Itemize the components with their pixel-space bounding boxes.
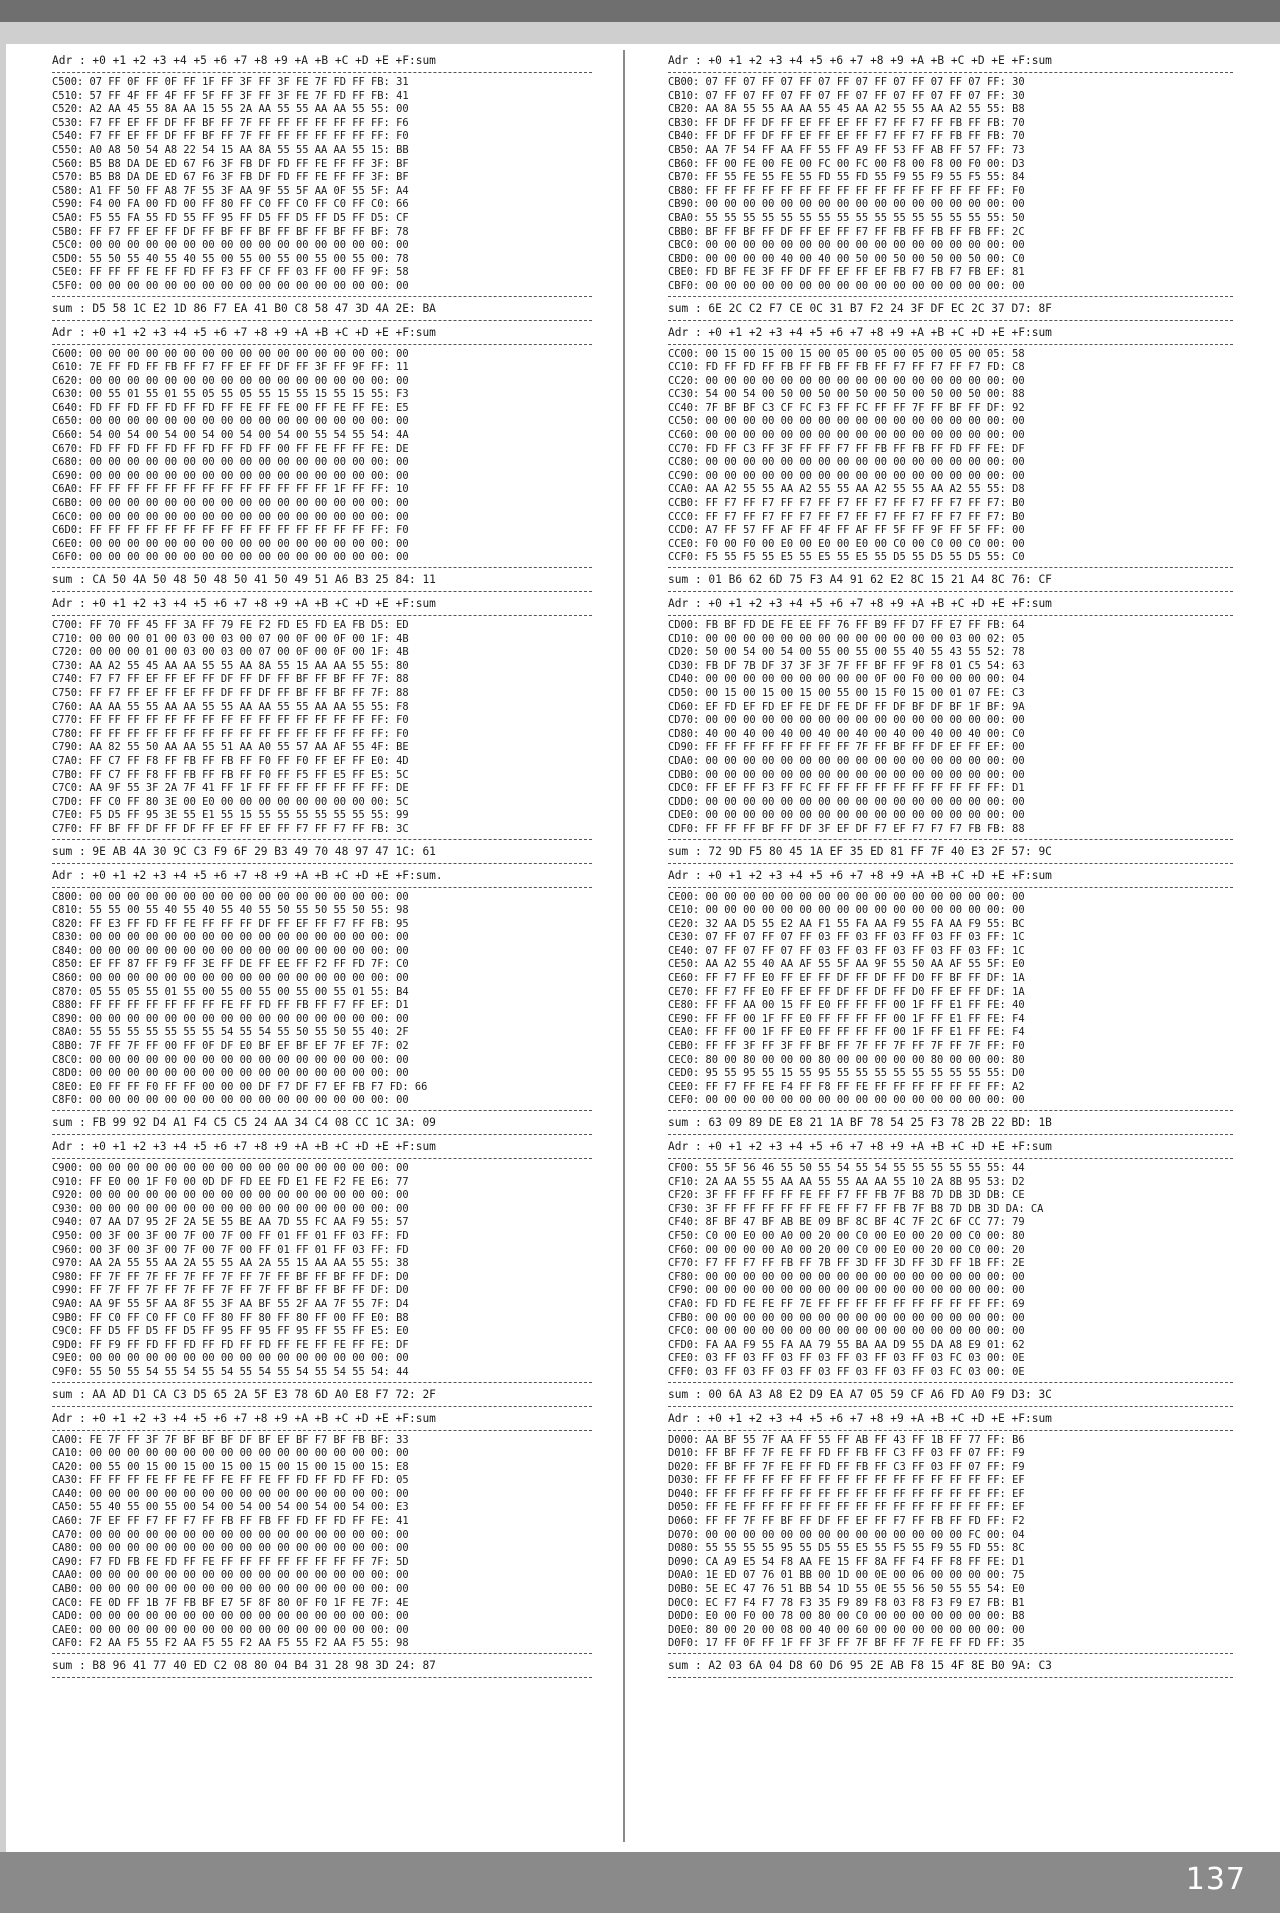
hex-rows <box>668 619 1233 837</box>
hex-row: CC30: 54 00 54 00 50 00 50 00 50 00 50 00 50 00 50 00: 88 <box>668 388 1025 401</box>
hex-row: CA10: 00 00 00 00 00 00 00 00 00 00 00 00 00 00 00 00: 00 <box>52 1447 409 1460</box>
checksum-row: sum : 72 9D F5 80 45 1A EF 35 ED 81 FF 7F 40 E3 2F 57: 9C <box>668 844 1052 858</box>
dump-block <box>52 1138 592 1407</box>
hex-row: D000: AA BF 55 7F AA FF 55 FF AB FF 43 FF 1B FF 77 FF: B6 <box>668 1433 1025 1446</box>
hex-row: C800: 00 00 00 00 00 00 00 00 00 00 00 00 00 00 00 00: 00 <box>52 890 409 903</box>
checksum-row: sum : 6E 2C C2 F7 CE 0C 31 B7 F2 24 3F DF EC 2C 37 D7: 8F <box>668 301 1052 315</box>
hex-row: C5B0: FF F7 FF EF FF DF FF BF FF BF FF BF FF BF FF BF: 78 <box>52 225 409 238</box>
hex-row: C6E0: 00 00 00 00 00 00 00 00 00 00 00 00 00 00 00 00: 00 <box>52 537 409 550</box>
hex-row: C930: 00 00 00 00 00 00 00 00 00 00 00 00 00 00 00 00: 00 <box>52 1202 409 1215</box>
hex-row: CB80: FF FF FF FF FF FF FF FF FF FF FF FF FF FF FF FF: F0 <box>668 184 1025 197</box>
hex-row: CEA0: FF FF 00 1F FF E0 FF FF FF FF 00 1F FF E1 FF FE: F4 <box>668 1026 1025 1039</box>
hex-row: CA00: FE 7F FF 3F 7F BF BF BF DF BF EF BF F7 BF FB BF: 33 <box>52 1433 409 1446</box>
checksum-row: sum : 9E AB 4A 30 9C C3 F9 6F 29 B3 49 70 48 97 47 1C: 61 <box>52 844 436 858</box>
hex-row: C6F0: 00 00 00 00 00 00 00 00 00 00 00 00 00 00 00 00: 00 <box>52 551 409 564</box>
hex-row: CFE0: 03 FF 03 FF 03 FF 03 FF 03 FF 03 FF 03 FC 03 00: 0E <box>668 1352 1025 1365</box>
hex-row: CAD0: 00 00 00 00 00 00 00 00 00 00 00 00 00 00 00 00: 00 <box>52 1610 409 1623</box>
hex-row: CA90: F7 FD FB FE FD FF FE FF FF FF FF FF FF FF FF 7F: 5D <box>52 1555 409 1568</box>
hex-row: C550: A0 A8 50 54 A8 22 54 15 AA 8A 55 55 AA AA 55 15: BB <box>52 143 409 156</box>
hex-rows <box>668 348 1233 566</box>
hex-row: C690: 00 00 00 00 00 00 00 00 00 00 00 00 00 00 00 00: 00 <box>52 469 409 482</box>
hex-row: CB60: FF 00 FE 00 FE 00 FC 00 FC 00 F8 00 F8 00 F0 00: D3 <box>668 157 1025 170</box>
hex-row: CA50: 55 40 55 00 55 00 54 00 54 00 54 00 54 00 54 00: E3 <box>52 1501 409 1514</box>
hex-row: CCF0: F5 55 F5 55 E5 55 E5 55 E5 55 D5 55 D5 55 D5 55: C0 <box>668 551 1025 564</box>
separator <box>668 839 1233 840</box>
separator <box>668 1677 1233 1678</box>
hex-row: CE60: FF F7 FF E0 FF EF FF DF FF DF FF D0 FF BF FF DF: 1A <box>668 972 1025 985</box>
hex-row: C5D0: 55 50 55 40 55 40 55 00 55 00 55 00 55 00 55 00: 78 <box>52 252 409 265</box>
dump-block <box>52 52 592 321</box>
hex-row: CC20: 00 00 00 00 00 00 00 00 00 00 00 00 00 00 00 00: 00 <box>668 374 1025 387</box>
hex-row: CBA0: 55 55 55 55 55 55 55 55 55 55 55 55 55 55 55 55: 50 <box>668 211 1025 224</box>
dump-block <box>52 324 592 593</box>
hex-row: C510: 57 FF 4F FF 4F FF 5F FF 3F FF 3F FE 7F FD FF FB: 41 <box>52 89 409 102</box>
hex-row: D050: FF FE FF FF FF FF FF FF FF FF FF FF FF FF FF FF: EF <box>668 1501 1025 1514</box>
hex-row: D0F0: 17 FF 0F FF 1F FF 3F FF 7F BF FF 7F FE FF FD FF: 35 <box>668 1637 1025 1650</box>
hex-row: C9B0: FF C0 FF C0 FF C0 FF 80 FF 80 FF 80 FF 00 FF E0: B8 <box>52 1311 409 1324</box>
hex-row: CF50: C0 00 E0 00 A0 00 20 00 C0 00 E0 00 20 00 C0 00: 80 <box>668 1229 1025 1242</box>
hex-row: CBC0: 00 00 00 00 00 00 00 00 00 00 00 00 00 00 00 00: 00 <box>668 239 1025 252</box>
hex-row: C880: FF FF FF FF FF FF FF FE FF FD FF FB FF F7 FF EF: D1 <box>52 999 409 1012</box>
block-header: Adr : +0 +1 +2 +3 +4 +5 +6 +7 +8 +9 +A +B +C +D +E +F:sum <box>52 1140 436 1153</box>
hex-row: C6A0: FF FF FF FF FF FF FF FF FF FF FF FF FF 1F FF FF: 10 <box>52 483 409 496</box>
separator <box>52 567 592 568</box>
hex-row: CEE0: FF F7 FF FE F4 FF F8 FF FE FF FF FF FF FF FF FF: A2 <box>668 1080 1025 1093</box>
hex-rows <box>52 348 592 566</box>
hex-row: D060: FF FF 7F FF BF FF DF FF EF FF F7 FF FB FF FD FF: F2 <box>668 1515 1025 1528</box>
hex-row: CBD0: 00 00 00 00 40 00 40 00 50 00 50 00 50 00 50 00: C0 <box>668 252 1025 265</box>
hex-row: C870: 05 55 05 55 01 55 00 55 00 55 00 55 00 55 01 55: B4 <box>52 985 409 998</box>
hex-row: CDD0: 00 00 00 00 00 00 00 00 00 00 00 00 00 00 00 00: 00 <box>668 795 1025 808</box>
hex-row: D0B0: 5E EC 47 76 51 BB 54 1D 55 0E 55 56 50 55 55 54: E0 <box>668 1583 1025 1596</box>
hex-row: C540: F7 FF EF FF DF FF BF FF 7F FF FF FF FF FF FF FF: F0 <box>52 130 409 143</box>
hex-row: C5A0: F5 55 FA 55 FD 55 FF 95 FF D5 FF D5 FF D5 FF D5: CF <box>52 211 409 224</box>
checksum-row: sum : AA AD D1 CA C3 D5 65 2A 5F E3 78 6D A0 E8 F7 72: 2F <box>52 1387 436 1401</box>
separator <box>668 1134 1233 1135</box>
hex-row: CD70: 00 00 00 00 00 00 00 00 00 00 00 00 00 00 00 00: 00 <box>668 714 1025 727</box>
hex-row: CF30: 3F FF FF FF FF FF FE FF F7 FF FB 7F B8 7D DB 3D DA: CA <box>668 1202 1044 1215</box>
hex-row: CB40: FF DF FF DF FF EF FF EF FF F7 FF F7 FF FB FF FB: 70 <box>668 130 1025 143</box>
hex-row: CF00: 55 5F 56 46 55 50 55 54 55 54 55 55 55 55 55 55: 44 <box>668 1162 1025 1174</box>
hex-row: CAA0: 00 00 00 00 00 00 00 00 00 00 00 00 00 00 00 00: 00 <box>52 1569 409 1582</box>
hex-row: C530: F7 FF EF FF DF FF BF FF 7F FF FF FF FF FF FF FF: F6 <box>52 116 409 129</box>
hex-row: C9E0: 00 00 00 00 00 00 00 00 00 00 00 00 00 00 00 00: 00 <box>52 1352 409 1365</box>
hex-row: CF90: 00 00 00 00 00 00 00 00 00 00 00 00 00 00 00 00: 00 <box>668 1284 1025 1297</box>
hex-row: CD50: 00 15 00 15 00 15 00 55 00 15 F0 15 00 01 07 FE: C3 <box>668 686 1025 699</box>
hex-row: C8D0: 00 00 00 00 00 00 00 00 00 00 00 00 00 00 00 00: 00 <box>52 1067 409 1080</box>
separator <box>668 1406 1233 1407</box>
hex-row: C610: 7E FF FD FF FB FF F7 FF EF FF DF FF 3F FF 9F FF: 11 <box>52 361 409 374</box>
hex-row: CE80: FF FF AA 00 15 FF E0 FF FF FF 00 1F FF E1 FF FE: 40 <box>668 999 1025 1012</box>
separator <box>52 1134 592 1135</box>
hex-row: CC90: 00 00 00 00 00 00 00 00 00 00 00 00 00 00 00 00: 00 <box>668 469 1025 482</box>
hex-row: C980: FF 7F FF 7F FF 7F FF 7F FF 7F FF BF FF BF FF DF: D0 <box>52 1270 409 1283</box>
hex-row: CA30: FF FF FF FE FF FE FF FE FF FE FF FD FF FD FF FD: 05 <box>52 1474 409 1487</box>
hex-row: CE40: 07 FF 07 FF 07 FF 03 FF 03 FF 03 FF 03 FF 03 FF: 1C <box>668 944 1025 957</box>
hex-row: CDF0: FF FF FF BF FF DF 3F EF DF F7 EF F7 F7 F7 FB FB: 88 <box>668 822 1025 835</box>
hex-row: C8B0: 7F FF 7F FF 00 FF 0F DF E0 BF EF BF EF 7F EF 7F: 02 <box>52 1040 409 1053</box>
hex-row: CC00: 00 15 00 15 00 15 00 05 00 05 00 05 00 05 00 05: 58 <box>668 347 1025 360</box>
separator <box>52 1110 592 1111</box>
hex-row: D010: FF BF FF 7F FE FF FD FF FB FF C3 FF 03 FF 07 FF: F9 <box>668 1447 1025 1460</box>
top-band <box>0 0 1280 44</box>
hex-row: C750: FF F7 FF EF FF EF FF DF FF DF FF BF FF BF FF 7F: 88 <box>52 686 409 699</box>
hex-row: D020: FF BF FF 7F FE FF FD FF FB FF C3 FF 03 FF 07 FF: F9 <box>668 1460 1025 1473</box>
hex-row: D090: CA A9 E5 54 F8 AA FE 15 FF 8A FF F4 FF F8 FF FE: D1 <box>668 1555 1025 1568</box>
separator <box>52 320 592 321</box>
hex-row: C6C0: 00 00 00 00 00 00 00 00 00 00 00 00 00 00 00 00: 00 <box>52 510 409 523</box>
dump-block <box>668 1138 1233 1407</box>
left-page-edge <box>0 22 6 1852</box>
hex-row: CBB0: BF FF BF FF DF FF EF FF F7 FF FB FF FB FF FB FF: 2C <box>668 225 1025 238</box>
dump-block <box>52 867 592 1136</box>
hex-row: CF40: 8F BF 47 BF AB BE 09 BF 8C BF 4C 7F 2C 6F CC 77: 79 <box>668 1216 1025 1229</box>
separator <box>668 1430 1233 1431</box>
hex-row: C820: FF E3 FF FD FF FE FF FF FF DF FF EF FF F7 FF FB: 95 <box>52 917 409 930</box>
hex-row: C810: 55 55 00 55 40 55 40 55 40 55 50 55 50 55 50 55: 98 <box>52 904 409 917</box>
block-header: Adr : +0 +1 +2 +3 +4 +5 +6 +7 +8 +9 +A +B +C +D +E +F:sum <box>668 597 1052 610</box>
hex-row: CE20: 32 AA D5 55 E2 AA F1 55 FA AA F9 55 FA AA F9 55: BC <box>668 917 1025 930</box>
right-column <box>668 52 1233 1681</box>
hex-row: CD10: 00 00 00 00 00 00 00 00 00 00 00 00 00 03 00 02: 05 <box>668 632 1025 645</box>
hex-row: C700: FF 70 FF 45 FF 3A FF 79 FE F2 FD E5 FD EA FB D5: ED <box>52 619 409 631</box>
separator <box>52 887 592 888</box>
hex-row: CB20: AA 8A 55 55 AA AA 55 45 AA A2 55 55 AA A2 55 55: B8 <box>668 103 1025 116</box>
hex-row: C650: 00 00 00 00 00 00 00 00 00 00 00 00 00 00 00 00: 00 <box>52 415 409 428</box>
hex-row: C850: EF FF 87 FF F9 FF 3E FF DE FF EE FF F2 FF FD 7F: C0 <box>52 958 409 971</box>
dump-block <box>52 1410 592 1679</box>
hex-row: C780: FF FF FF FF FF FF FF FF FF FF FF FF FF FF FF FF: F0 <box>52 727 409 740</box>
separator <box>52 1406 592 1407</box>
hex-rows <box>52 1434 592 1652</box>
separator <box>668 1382 1233 1383</box>
hex-row: C860: 00 00 00 00 00 00 00 00 00 00 00 00 00 00 00 00: 00 <box>52 972 409 985</box>
hex-row: CFC0: 00 00 00 00 00 00 00 00 00 00 00 00 00 00 00 00: 00 <box>668 1325 1025 1338</box>
hex-row: CFF0: 03 FF 03 FF 03 FF 03 FF 03 FF 03 FF 03 FC 03 00: 0E <box>668 1365 1025 1378</box>
hex-row: CE70: FF F7 FF E0 FF EF FF DF FF DF FF D0 FF EF FF DF: 1A <box>668 985 1025 998</box>
hex-row: CEC0: 80 00 80 00 00 00 80 00 00 00 00 00 80 00 00 00: 80 <box>668 1053 1025 1066</box>
separator <box>668 887 1233 888</box>
separator <box>52 344 592 345</box>
hex-row: CD80: 40 00 40 00 40 00 40 00 40 00 40 00 40 00 40 00: C0 <box>668 727 1025 740</box>
separator <box>668 344 1233 345</box>
hex-row: CE30: 07 FF 07 FF 07 FF 03 FF 03 FF 03 FF 03 FF 03 FF: 1C <box>668 931 1025 944</box>
hex-row: C620: 00 00 00 00 00 00 00 00 00 00 00 00 00 00 00 00: 00 <box>52 374 409 387</box>
hex-row: C5E0: FF FF FF FE FF FD FF F3 FF CF FF 03 FF 00 FF 9F: 58 <box>52 266 409 279</box>
hex-row: C790: AA 82 55 50 AA AA 55 51 AA A0 55 57 AA AF 55 4F: BE <box>52 741 409 754</box>
hex-row: C7C0: AA 9F 55 3F 2A 7F 41 FF 1F FF FF FF FF FF FF FF: DE <box>52 782 409 795</box>
hex-rows <box>668 1434 1233 1652</box>
hex-row: CE90: FF FF 00 1F FF E0 FF FF FF FF 00 1F FF E1 FF FE: F4 <box>668 1012 1025 1025</box>
hex-row: C5C0: 00 00 00 00 00 00 00 00 00 00 00 00 00 00 00 00: 00 <box>52 239 409 252</box>
checksum-row: sum : B8 96 41 77 40 ED C2 08 80 04 B4 31 28 98 3D 24: 87 <box>52 1659 436 1672</box>
hex-row: C7E0: F5 D5 FF 95 3E 55 E1 55 15 55 55 55 55 55 55 55: 99 <box>52 809 409 822</box>
hex-row: D070: 00 00 00 00 00 00 00 00 00 00 00 00 00 00 FC 00: 04 <box>668 1528 1025 1541</box>
separator <box>52 72 592 73</box>
hex-row: C660: 54 00 54 00 54 00 54 00 54 00 54 00 55 54 55 54: 4A <box>52 429 409 442</box>
hex-rows <box>668 1162 1233 1380</box>
separator <box>668 615 1233 616</box>
checksum-row: sum : A2 03 6A 04 D8 60 D6 95 2E AB F8 15 4F 8E B0 9A: C3 <box>668 1659 1052 1672</box>
separator <box>668 863 1233 864</box>
block-header: Adr : +0 +1 +2 +3 +4 +5 +6 +7 +8 +9 +A +B +C +D +E +F:sum <box>52 597 436 610</box>
hex-row: CCA0: AA A2 55 55 AA A2 55 55 AA A2 55 55 AA A2 55 55: D8 <box>668 483 1025 496</box>
hex-row: CEB0: FF FF 3F FF 3F FF BF FF 7F FF 7F FF 7F FF 7F FF: F0 <box>668 1040 1025 1053</box>
hex-row: CCB0: FF F7 FF F7 FF F7 FF F7 FF F7 FF F7 FF F7 FF F7: B0 <box>668 497 1025 510</box>
hex-row: C970: AA 2A 55 55 AA 2A 55 55 AA 2A 55 15 AA AA 55 55: 38 <box>52 1257 409 1270</box>
hex-row: CD60: EF FD EF FD EF FE DF FE DF FF DF BF DF BF 1F BF: 9A <box>668 700 1025 713</box>
hex-row: C6D0: FF FF FF FF FF FF FF FF FF FF FF FF FF FF FF FF: F0 <box>52 524 409 537</box>
dump-block <box>668 52 1233 321</box>
hex-row: C7B0: FF C7 FF F8 FF FB FF FB FF F0 FF F5 FF E5 FF E5: 5C <box>52 768 409 781</box>
top-band-dark <box>0 0 1280 22</box>
hex-row: CF80: 00 00 00 00 00 00 00 00 00 00 00 00 00 00 00 00: 00 <box>668 1270 1025 1283</box>
hex-row: C9C0: FF D5 FF D5 FF D5 FF 95 FF 95 FF 95 FF 55 FF E5: E0 <box>52 1325 409 1338</box>
hex-row: CEF0: 00 00 00 00 00 00 00 00 00 00 00 00 00 00 00 00: 00 <box>668 1094 1025 1107</box>
hex-row: CCE0: F0 00 F0 00 E0 00 E0 00 E0 00 C0 00 C0 00 C0 00: 00 <box>668 537 1025 550</box>
separator <box>668 1158 1233 1159</box>
hex-rows <box>52 1162 592 1380</box>
hex-row: D080: 55 55 55 55 95 55 D5 55 E5 55 F5 55 F9 55 FD 55: 8C <box>668 1542 1025 1555</box>
dump-block <box>52 595 592 864</box>
hex-row: CD90: FF FF FF FF FF FF FF FF 7F FF BF FF DF EF FF EF: 00 <box>668 741 1025 754</box>
block-header: Adr : +0 +1 +2 +3 +4 +5 +6 +7 +8 +9 +A +B +C +D +E +F:sum <box>668 1411 1052 1425</box>
checksum-row: sum : D5 58 1C E2 1D 86 F7 EA 41 B0 C8 58 47 3D 4A 2E: BA <box>52 301 436 315</box>
hex-row: C920: 00 00 00 00 00 00 00 00 00 00 00 00 00 00 00 00: 00 <box>52 1189 409 1202</box>
hex-row: C960: 00 3F 00 3F 00 7F 00 7F 00 FF 01 FF 01 FF 03 FF: FD <box>52 1243 409 1256</box>
hex-row: CB30: FF DF FF DF FF EF FF EF FF F7 FF F7 FF FB FF FB: 70 <box>668 116 1025 129</box>
hex-rows <box>52 76 592 294</box>
separator <box>52 863 592 864</box>
hex-row: CFB0: 00 00 00 00 00 00 00 00 00 00 00 00 00 00 00 00: 00 <box>668 1311 1025 1324</box>
hex-row: C680: 00 00 00 00 00 00 00 00 00 00 00 00 00 00 00 00: 00 <box>52 456 409 469</box>
hex-row: C9F0: 55 50 55 54 55 54 55 54 55 54 55 54 55 54 55 54: 44 <box>52 1365 409 1378</box>
hex-row: CDC0: FF EF FF F3 FF FC FF FF FF FF FF FF FF FF FF FF: D1 <box>668 782 1025 795</box>
column-divider <box>623 50 625 1842</box>
block-header: Adr : +0 +1 +2 +3 +4 +5 +6 +7 +8 +9 +A +B +C +D +E +F:sum <box>52 325 436 339</box>
separator <box>52 591 592 592</box>
hex-row: C520: A2 AA 45 55 8A AA 15 55 2A AA 55 55 AA AA 55 55: 00 <box>52 103 409 116</box>
hex-row: CFA0: FD FD FE FE FF 7E FF FF FF FF FF FF FF FF FF FF: 69 <box>668 1297 1025 1310</box>
separator <box>52 615 592 616</box>
hex-row: D040: FF FF FF FF FF FF FF FF FF FF FF FF FF FF FF FF: EF <box>668 1487 1025 1500</box>
hex-row: CC40: 7F BF BF C3 CF FC F3 FF FC FF FF 7F FF BF FF DF: 92 <box>668 401 1025 414</box>
hex-row: CA40: 00 00 00 00 00 00 00 00 00 00 00 00 00 00 00 00: 00 <box>52 1487 409 1500</box>
hex-row: C710: 00 00 00 01 00 03 00 03 00 07 00 0F 00 0F 00 1F: 4B <box>52 632 409 645</box>
block-header: Adr : +0 +1 +2 +3 +4 +5 +6 +7 +8 +9 +A +B +C +D +E +F:sum <box>668 868 1052 882</box>
separator <box>52 296 592 297</box>
hex-row: C730: AA A2 55 45 AA AA 55 55 AA 8A 55 15 AA AA 55 55: 80 <box>52 659 409 672</box>
block-header: Adr : +0 +1 +2 +3 +4 +5 +6 +7 +8 +9 +A +B +C +D +E +F:sum <box>668 1140 1052 1153</box>
hex-row: CC80: 00 00 00 00 00 00 00 00 00 00 00 00 00 00 00 00: 00 <box>668 456 1025 469</box>
hex-row: C8F0: 00 00 00 00 00 00 00 00 00 00 00 00 00 00 00 00: 00 <box>52 1094 409 1107</box>
hex-row: C950: 00 3F 00 3F 00 7F 00 7F 00 FF 01 FF 01 FF 03 FF: FD <box>52 1229 409 1242</box>
hex-row: CD20: 50 00 54 00 54 00 55 00 55 00 55 40 55 43 55 52: 78 <box>668 646 1025 659</box>
checksum-row: sum : 63 09 89 DE E8 21 1A BF 78 54 25 F3 78 2B 22 BD: 1B <box>668 1116 1052 1129</box>
hex-row: C830: 00 00 00 00 00 00 00 00 00 00 00 00 00 00 00 00: 00 <box>52 931 409 944</box>
hex-row: CAC0: FE 0D FF 1B 7F FB BF E7 5F 8F 80 0F F0 1F FE 7F: 4E <box>52 1596 409 1609</box>
hex-row: CAE0: 00 00 00 00 00 00 00 00 00 00 00 00 00 00 00 00: 00 <box>52 1623 409 1636</box>
hex-row: CCC0: FF F7 FF F7 FF F7 FF F7 FF F7 FF F7 FF F7 FF F7: B0 <box>668 510 1025 523</box>
separator <box>52 1382 592 1383</box>
hex-row: CA20: 00 55 00 15 00 15 00 15 00 15 00 15 00 15 00 15: E8 <box>52 1460 409 1473</box>
hex-row: C6B0: 00 00 00 00 00 00 00 00 00 00 00 00 00 00 00 00: 00 <box>52 497 409 510</box>
hex-row: CE10: 00 00 00 00 00 00 00 00 00 00 00 00 00 00 00 00: 00 <box>668 904 1025 917</box>
hex-row: CFD0: FA AA F9 55 FA AA 79 55 BA AA D9 55 DA A8 E9 01: 62 <box>668 1338 1025 1351</box>
hex-row: C940: 07 AA D7 95 2F 2A 5E 55 BE AA 7D 55 FC AA F9 55: 57 <box>52 1216 409 1229</box>
hex-row: C8C0: 00 00 00 00 00 00 00 00 00 00 00 00 00 00 00 00: 00 <box>52 1053 409 1066</box>
hex-row: C5F0: 00 00 00 00 00 00 00 00 00 00 00 00 00 00 00 00: 00 <box>52 279 409 292</box>
hex-row: C7A0: FF C7 FF F8 FF FB FF FB FF F0 FF F0 FF EF FF E0: 4D <box>52 754 409 767</box>
hex-row: CA80: 00 00 00 00 00 00 00 00 00 00 00 00 00 00 00 00: 00 <box>52 1542 409 1555</box>
separator <box>52 1158 592 1159</box>
hex-row: C720: 00 00 00 01 00 03 00 03 00 07 00 0F 00 0F 00 1F: 4B <box>52 646 409 659</box>
hex-row: CA60: 7F EF FF F7 FF F7 FF FB FF FB FF FD FF FD FF FE: 41 <box>52 1515 409 1528</box>
hex-row: CB70: FF 55 FE 55 FE 55 FD 55 FD 55 F9 55 F9 55 F5 55: 84 <box>668 171 1025 184</box>
hex-row: C900: 00 00 00 00 00 00 00 00 00 00 00 00 00 00 00 00: 00 <box>52 1162 409 1174</box>
block-header: Adr : +0 +1 +2 +3 +4 +5 +6 +7 +8 +9 +A +B +C +D +E +F:sum. <box>52 868 443 882</box>
hex-row: C670: FD FF FD FF FD FF FD FF FD FF 00 FF FE FF FF FE: DE <box>52 442 409 455</box>
checksum-row: sum : 01 B6 62 6D 75 F3 A4 91 62 E2 8C 15 21 A4 8C 76: CF <box>668 573 1052 586</box>
hex-row: C9D0: FF F9 FF FD FF FD FF FD FF FD FF FE FF FE FF FE: DF <box>52 1338 409 1351</box>
hex-row: CD30: FB DF 7B DF 37 3F 3F 7F FF BF FF 9F F8 01 C5 54: 63 <box>668 659 1025 672</box>
checksum-row: sum : 00 6A A3 A8 E2 D9 EA A7 05 59 CF A6 FD A0 F9 D3: 3C <box>668 1387 1052 1401</box>
separator <box>668 296 1233 297</box>
separator <box>668 591 1233 592</box>
hex-row: D0D0: E0 00 F0 00 78 00 80 00 C0 00 00 00 00 00 00 00: B8 <box>668 1610 1025 1623</box>
hex-row: C500: 07 FF 0F FF 0F FF 1F FF 3F FF 3F FE 7F FD FF FB: 31 <box>52 76 409 88</box>
hex-row: CC70: FD FF C3 FF 3F FF FF F7 FF FB FF FB FF FD FF FE: DF <box>668 442 1025 455</box>
hex-row: CB10: 07 FF 07 FF 07 FF 07 FF 07 FF 07 FF 07 FF 07 FF: 30 <box>668 89 1025 102</box>
hex-row: C770: FF FF FF FF FF FF FF FF FF FF FF FF FF FF FF FF: F0 <box>52 714 409 727</box>
hex-row: CDA0: 00 00 00 00 00 00 00 00 00 00 00 00 00 00 00 00: 00 <box>668 754 1025 767</box>
hex-row: CDE0: 00 00 00 00 00 00 00 00 00 00 00 00 00 00 00 00: 00 <box>668 809 1025 822</box>
hex-row: CCD0: A7 FF 57 FF AF FF 4F FF AF FF 5F FF 9F FF 5F FF: 00 <box>668 524 1025 537</box>
hex-row: C890: 00 00 00 00 00 00 00 00 00 00 00 00 00 00 00 00: 00 <box>52 1012 409 1025</box>
hex-row: C570: B5 B8 DA DE ED 67 F6 3F FB DF FD FF FE FF FF 3F: BF <box>52 171 409 184</box>
hex-row: CBF0: 00 00 00 00 00 00 00 00 00 00 00 00 00 00 00 00: 00 <box>668 279 1025 292</box>
separator <box>668 1653 1233 1654</box>
hex-row: CD00: FB BF FD DE FE EE FF 76 FF B9 FF D7 FF E7 FF FB: 64 <box>668 619 1025 631</box>
page-number: 137 <box>1185 1862 1246 1897</box>
dump-block <box>668 867 1233 1136</box>
hex-rows <box>52 891 592 1109</box>
hex-row: CC50: 00 00 00 00 00 00 00 00 00 00 00 00 00 00 00 00: 00 <box>668 415 1025 428</box>
hex-row: CF20: 3F FF FF FF FF FE FF F7 FF FB 7F B8 7D DB 3D DB: CE <box>668 1189 1025 1202</box>
hex-row: CC10: FD FF FD FF FB FF FB FF FB FF F7 FF F7 FF F7 FD: C8 <box>668 361 1025 374</box>
hex-row: CF60: 00 00 00 00 A0 00 20 00 C0 00 E0 00 20 00 C0 00: 20 <box>668 1243 1025 1256</box>
separator <box>668 320 1233 321</box>
hex-row: CA70: 00 00 00 00 00 00 00 00 00 00 00 00 00 00 00 00: 00 <box>52 1528 409 1541</box>
top-band-light <box>0 22 1280 44</box>
hex-row: CAB0: 00 00 00 00 00 00 00 00 00 00 00 00 00 00 00 00: 00 <box>52 1583 409 1596</box>
block-header: Adr : +0 +1 +2 +3 +4 +5 +6 +7 +8 +9 +A +B +C +D +E +F:sum <box>668 325 1052 339</box>
hex-row: C7F0: FF BF FF DF FF DF FF EF FF EF FF F7 FF F7 FF FB: 3C <box>52 822 409 835</box>
hex-row: CAF0: F2 AA F5 55 F2 AA F5 55 F2 AA F5 55 F2 AA F5 55: 98 <box>52 1637 409 1650</box>
hex-row: C760: AA AA 55 55 AA AA 55 55 AA AA 55 55 AA AA 55 55: F8 <box>52 700 409 713</box>
separator <box>52 839 592 840</box>
hex-row: D030: FF FF FF FF FF FF FF FF FF FF FF FF FF FF FF FF: EF <box>668 1474 1025 1487</box>
hex-rows <box>668 76 1233 294</box>
checksum-row: sum : CA 50 4A 50 48 50 48 50 41 50 49 51 A6 B3 25 84: 11 <box>52 573 436 586</box>
block-header: Adr : +0 +1 +2 +3 +4 +5 +6 +7 +8 +9 +A +B +C +D +E +F:sum <box>52 54 436 67</box>
hex-row: CF10: 2A AA 55 55 AA AA 55 55 AA AA 55 10 2A 8B 95 53: D2 <box>668 1175 1025 1188</box>
hex-row: C8A0: 55 55 55 55 55 55 55 54 55 54 55 50 55 50 55 40: 2F <box>52 1026 409 1039</box>
hex-row: C630: 00 55 01 55 01 55 05 55 05 55 15 55 15 55 15 55: F3 <box>52 388 409 401</box>
checksum-row: sum : FB 99 92 D4 A1 F4 C5 C5 24 AA 34 C4 08 CC 1C 3A: 09 <box>52 1116 436 1129</box>
separator <box>668 567 1233 568</box>
hex-row: C640: FD FF FD FF FD FF FD FF FE FF FE 00 FF FE FF FE: E5 <box>52 401 409 414</box>
hex-row: D0C0: EC F7 F4 F7 78 F3 35 F9 89 F8 03 F8 F3 F9 E7 FB: B1 <box>668 1596 1025 1609</box>
separator <box>52 1677 592 1678</box>
dump-block <box>668 324 1233 593</box>
dump-block <box>668 1410 1233 1679</box>
hex-row: C560: B5 B8 DA DE ED 67 F6 3F FB DF FD FF FE FF FF 3F: BF <box>52 157 409 170</box>
hex-row: C590: F4 00 FA 00 FD 00 FF 80 FF C0 FF C0 FF C0 FF C0: 66 <box>52 198 409 211</box>
hex-row: CD40: 00 00 00 00 00 00 00 00 00 0F 00 F0 00 00 00 00: 04 <box>668 673 1025 686</box>
hex-row: D0E0: 80 00 20 00 08 00 40 00 60 00 00 00 00 00 00 00: 00 <box>668 1623 1025 1636</box>
hex-row: CBE0: FD BF FE 3F FF DF FF EF FF EF FB F7 FB F7 FB EF: 81 <box>668 266 1025 279</box>
hex-row: D0A0: 1E ED 07 76 01 BB 00 1D 00 0E 00 06 00 00 00 00: 75 <box>668 1569 1025 1582</box>
footer-band <box>0 1852 1280 1913</box>
separator <box>668 1110 1233 1111</box>
hex-row: CE50: AA A2 55 40 AA AF 55 5F AA 9F 55 50 AA AF 55 5F: E0 <box>668 958 1025 971</box>
hex-row: CED0: 95 55 95 55 15 55 95 55 55 55 55 55 55 55 55 55: D0 <box>668 1067 1025 1080</box>
hex-row: CE00: 00 00 00 00 00 00 00 00 00 00 00 00 00 00 00 00: 00 <box>668 890 1025 903</box>
hex-row: CF70: F7 FF F7 FF FB FF 7B FF 3D FF 3D FF 3D FF 1B FF: 2E <box>668 1257 1025 1270</box>
dump-block <box>668 595 1233 864</box>
hex-row: C840: 00 00 00 00 00 00 00 00 00 00 00 00 00 00 00 00: 00 <box>52 944 409 957</box>
hex-row: C990: FF 7F FF 7F FF 7F FF 7F FF 7F FF BF FF BF FF DF: D0 <box>52 1284 409 1297</box>
hex-row: C9A0: AA 9F 55 5F AA 8F 55 3F AA BF 55 2F AA 7F 55 7F: D4 <box>52 1297 409 1310</box>
hex-row: C910: FF E0 00 1F F0 00 0D DF FD EE FD E1 FE F2 FE E6: 77 <box>52 1175 409 1188</box>
left-column <box>52 52 592 1681</box>
separator <box>668 72 1233 73</box>
hex-row: C8E0: E0 FF FF F0 FF FF 00 00 00 DF F7 DF F7 EF FB F7 FD: 66 <box>52 1080 428 1093</box>
separator <box>52 1653 592 1654</box>
hex-row: C600: 00 00 00 00 00 00 00 00 00 00 00 00 00 00 00 00: 00 <box>52 347 409 360</box>
hex-row: CB00: 07 FF 07 FF 07 FF 07 FF 07 FF 07 FF 07 FF 07 FF: 30 <box>668 76 1025 88</box>
separator <box>52 1430 592 1431</box>
hex-row: CB50: AA 7F 54 FF AA FF 55 FF A9 FF 53 FF AB FF 57 FF: 73 <box>668 143 1025 156</box>
hex-row: C740: F7 F7 FF EF FF EF FF DF FF DF FF BF FF BF FF 7F: 88 <box>52 673 409 686</box>
hex-row: C580: A1 FF 50 FF A8 7F 55 3F AA 9F 55 5F AA 0F 55 5F: A4 <box>52 184 409 197</box>
hex-row: C7D0: FF C0 FF 80 3E 00 E0 00 00 00 00 00 00 00 00 00: 5C <box>52 795 409 808</box>
block-header: Adr : +0 +1 +2 +3 +4 +5 +6 +7 +8 +9 +A +B +C +D +E +F:sum <box>52 1411 436 1425</box>
hex-row: CC60: 00 00 00 00 00 00 00 00 00 00 00 00 00 00 00 00: 00 <box>668 429 1025 442</box>
hex-rows <box>668 891 1233 1109</box>
hex-row: CB90: 00 00 00 00 00 00 00 00 00 00 00 00 00 00 00 00: 00 <box>668 198 1025 211</box>
hex-row: CDB0: 00 00 00 00 00 00 00 00 00 00 00 00 00 00 00 00: 00 <box>668 768 1025 781</box>
block-header: Adr : +0 +1 +2 +3 +4 +5 +6 +7 +8 +9 +A +B +C +D +E +F:sum <box>668 54 1052 67</box>
hex-rows <box>52 619 592 837</box>
